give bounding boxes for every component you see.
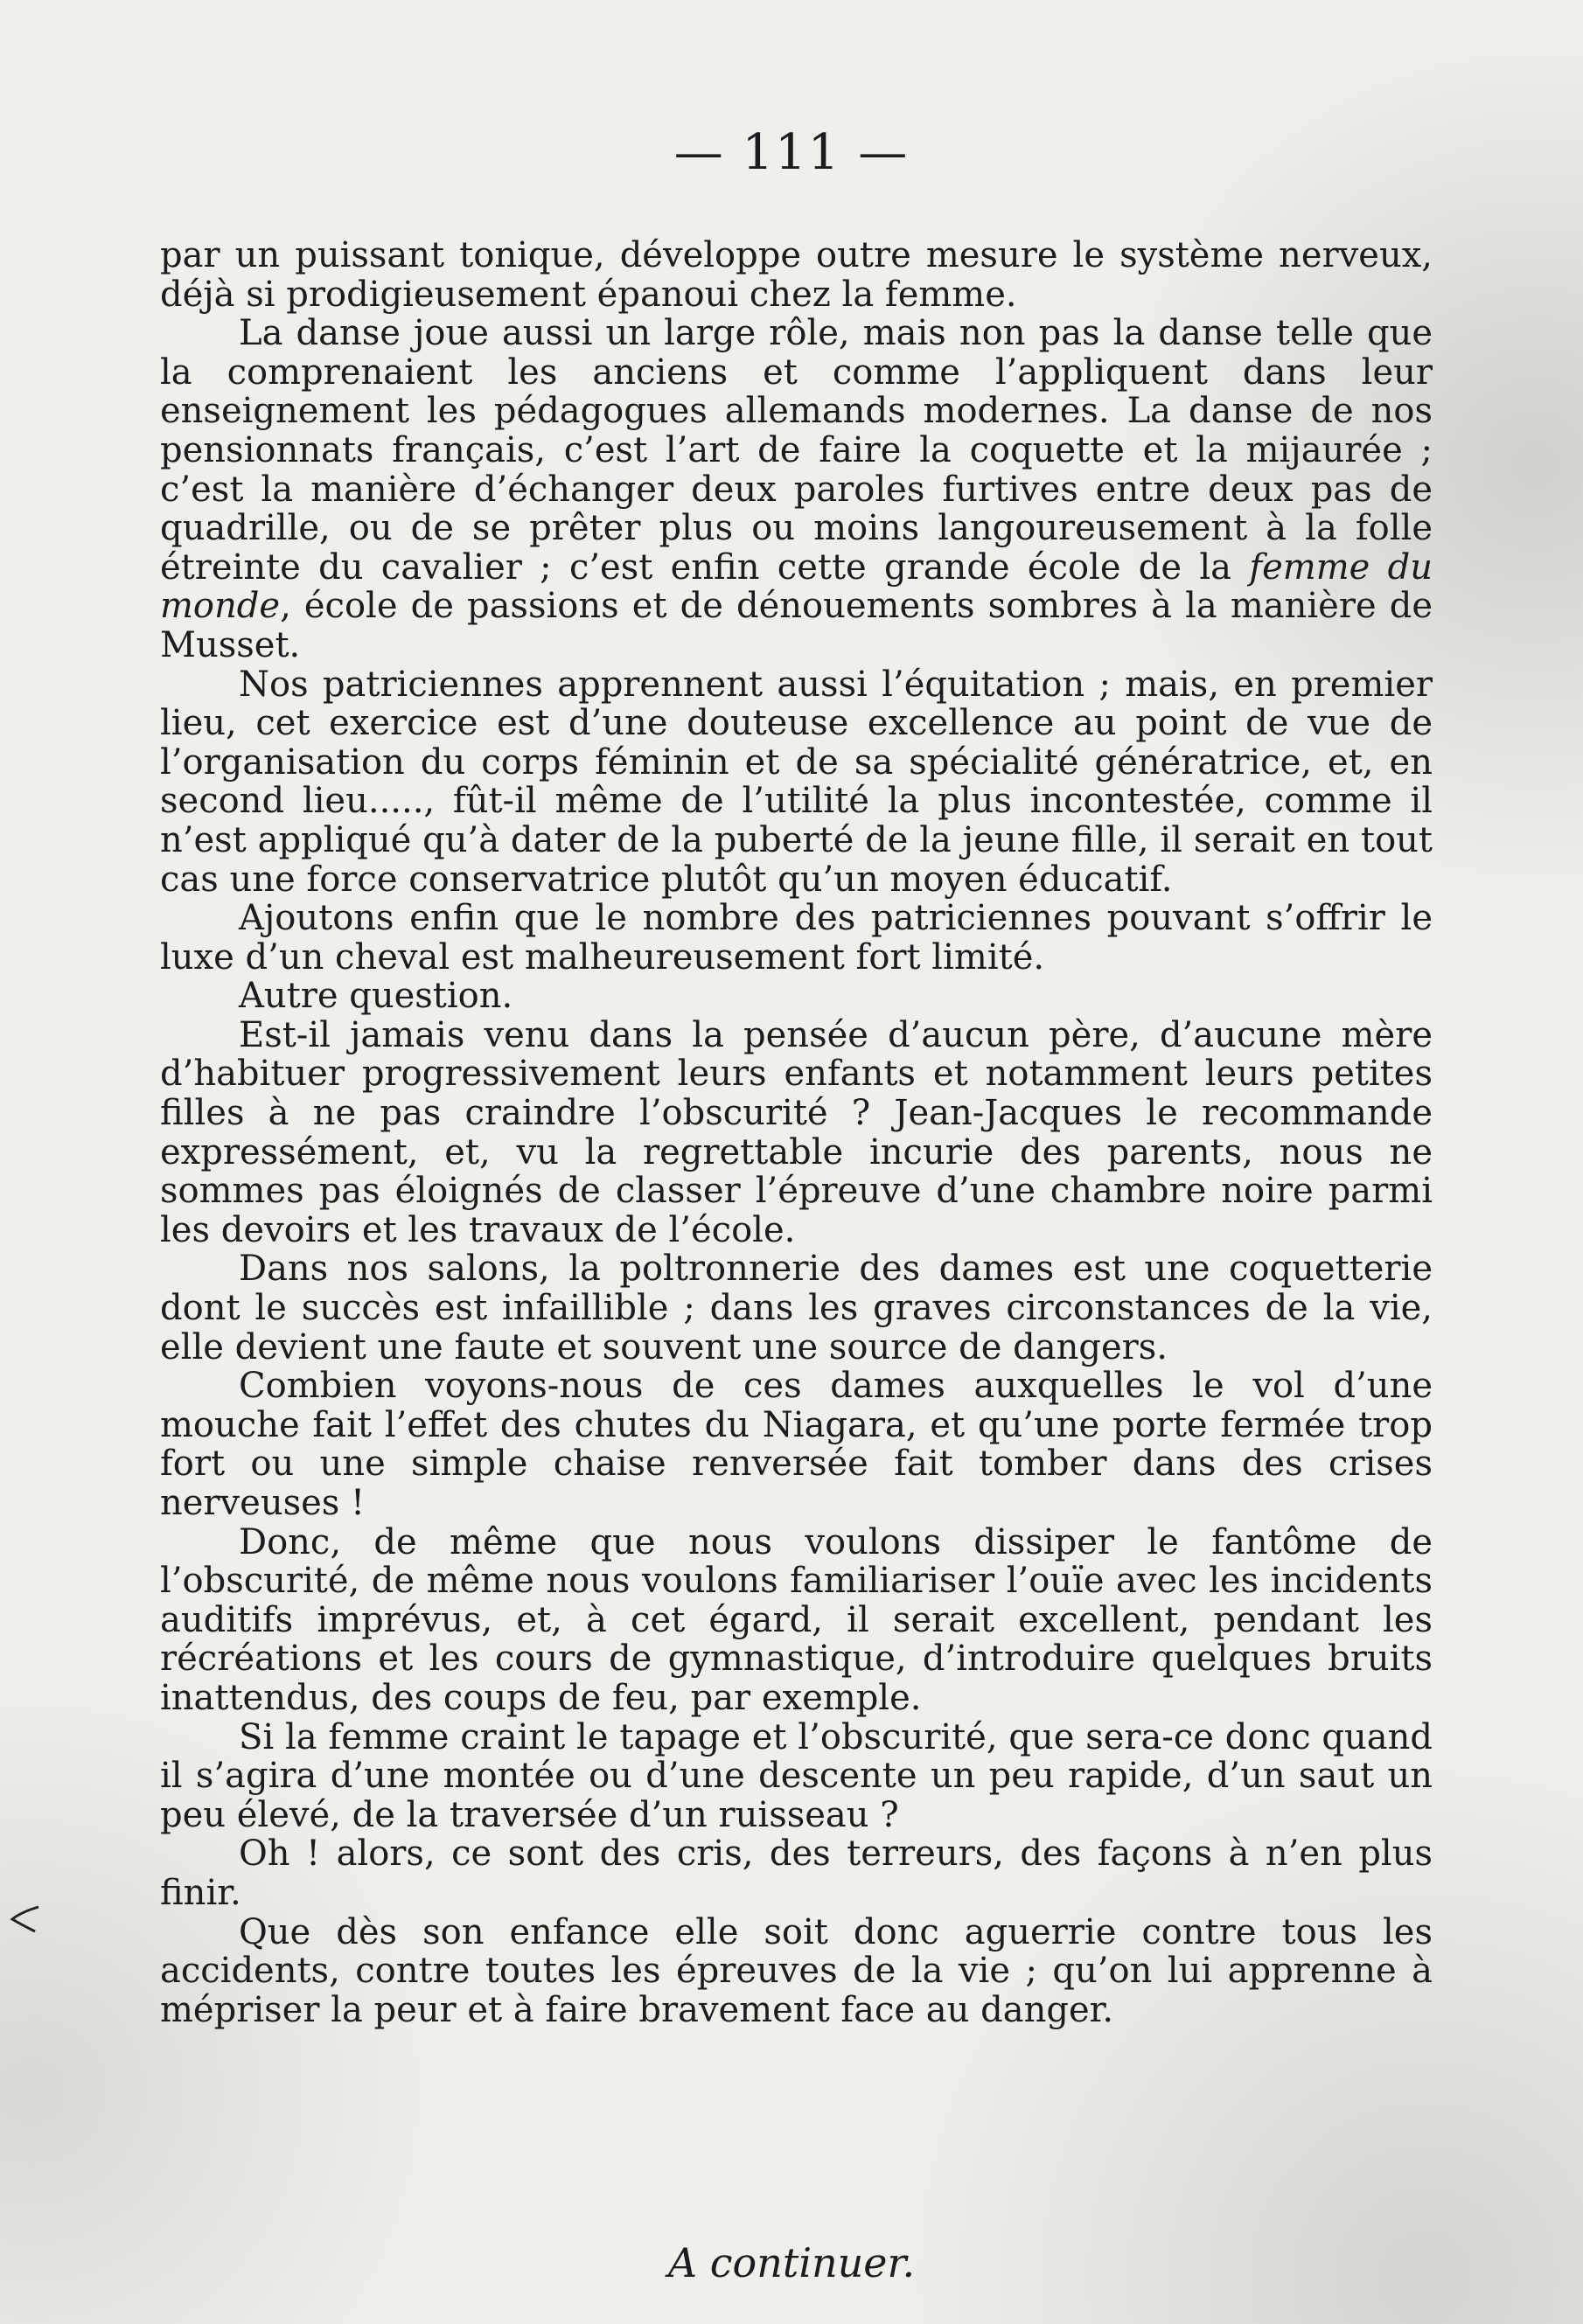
page-number: — 111 —	[673, 124, 910, 181]
paragraph-text-after: , école de passions et de dénouements sombres à la manière de Musset.	[160, 586, 1433, 665]
paragraph-text: Dans nos salons, la poltronnerie des dames est une coquetterie dont le succès est infaillible ; dans les graves circonstances de la vie, elle devient une faute et souvent une source de dangers.	[160, 1249, 1433, 1367]
paragraph-3	[160, 665, 1433, 900]
paragraph-text: Est-il jamais venu dans la pensée d’aucun père, d’aucune mère d’habituer progressivement leurs enfants et notamment leurs petites filles à ne pas craindre l’obscurité ? Jean-Jacques le recommande expressément, et, vu la regrettable incurie des parents, nous ne sommes pas éloignés de classer l’épreuve d’une chambre noire parmi les devoirs et les travaux de l’école.	[160, 1014, 1433, 1250]
paragraph-text: par un puissant tonique, développe outre mesure le système nerveux, déjà si prodigieusement épanoui chez la femme.	[160, 235, 1433, 315]
closing-line: A continuer.	[667, 2239, 916, 2286]
body-text	[160, 236, 1433, 2029]
paragraph-10	[160, 1718, 1433, 1835]
paragraph-text: Oh ! alors, ce sont des cris, des terreurs, des façons à n’en plus finir.	[160, 1833, 1433, 1913]
paragraph-2	[160, 314, 1433, 664]
paragraph-1	[160, 236, 1433, 314]
margin-mark-icon	[9, 1902, 40, 1933]
paragraph-text: La danse joue aussi un large rôle, mais non pas la danse telle que la comprenaient les anciens et comme l’appliquent dans leur enseignement les pédagogues allemands modernes. La danse de nos pensionnats français, c’est l’art de faire la coquette et la mijaurée ; c’est la manière d’échanger deux paroles furtives entre deux pas de quadrille, ou de se prêter plus ou moins langoureusement à la folle étreinte du cavalier ; c’est enfin cette grande école de la	[160, 313, 1433, 588]
paragraph-text: Donc, de même que nous voulons dissiper le fantôme de l’obscurité, de même nous voulons familiariser l’ouïe avec les incidents auditifs imprévus, et, à cet égard, il serait excellent, pendant les récréations et les cours de gymnastique, d’introduire quelques bruits inattendus, des coups de feu, par exemple.	[160, 1521, 1433, 1718]
paragraph-text: Si la femme craint le tapage et l’obscurité, que sera-ce donc quand il s’agira d’une montée ou d’une descente un peu rapide, d’un saut un peu élevé, de la traversée d’un ruisseau ?	[160, 1716, 1433, 1835]
paragraph-12	[160, 1913, 1433, 2030]
paragraph-11	[160, 1834, 1433, 1912]
paragraph-text: Autre question.	[239, 976, 513, 1017]
paragraph-8	[160, 1367, 1433, 1522]
paragraph-text: Que dès son enfance elle soit donc aguerrie contre tous les accidents, contre toutes les épreuves de la vie ; qu’on lui apprenne à mépriser la peur et à faire bravement face au danger.	[160, 1911, 1433, 2030]
paragraph-5	[160, 977, 1433, 1016]
paragraph-text: Nos patriciennes apprennent aussi l’équitation ; mais, en premier lieu, cet exercice est d’une douteuse excellence au point de vue de l’organisation du corps féminin et de sa spécialité génératrice, et, en second lieu....., fût-il même de l’utilité la plus incontestée, comme il n’est appliqué qu’à dater de la puberté de la jeune fille, il serait en tout cas une force conservatrice plutôt qu’un moyen éducatif.	[160, 664, 1433, 900]
paragraph-7	[160, 1249, 1433, 1367]
paragraph-4	[160, 899, 1433, 977]
paragraph-text: Combien voyons-nous de ces dames auxquelles le vol d’une mouche fait l’effet des chutes du Niagara, et qu’une porte fermée trop fort ou une simple chaise renversée fait tomber dans des crises nerveuses !	[160, 1366, 1433, 1523]
paragraph-text: Ajoutons enfin que le nombre des patriciennes pouvant s’offrir le luxe d’un cheval est malheureusement fort limité.	[160, 898, 1433, 978]
paragraph-emphasis: femme du monde	[160, 546, 1433, 627]
paragraph-9	[160, 1523, 1433, 1718]
paragraph-6	[160, 1016, 1433, 1250]
